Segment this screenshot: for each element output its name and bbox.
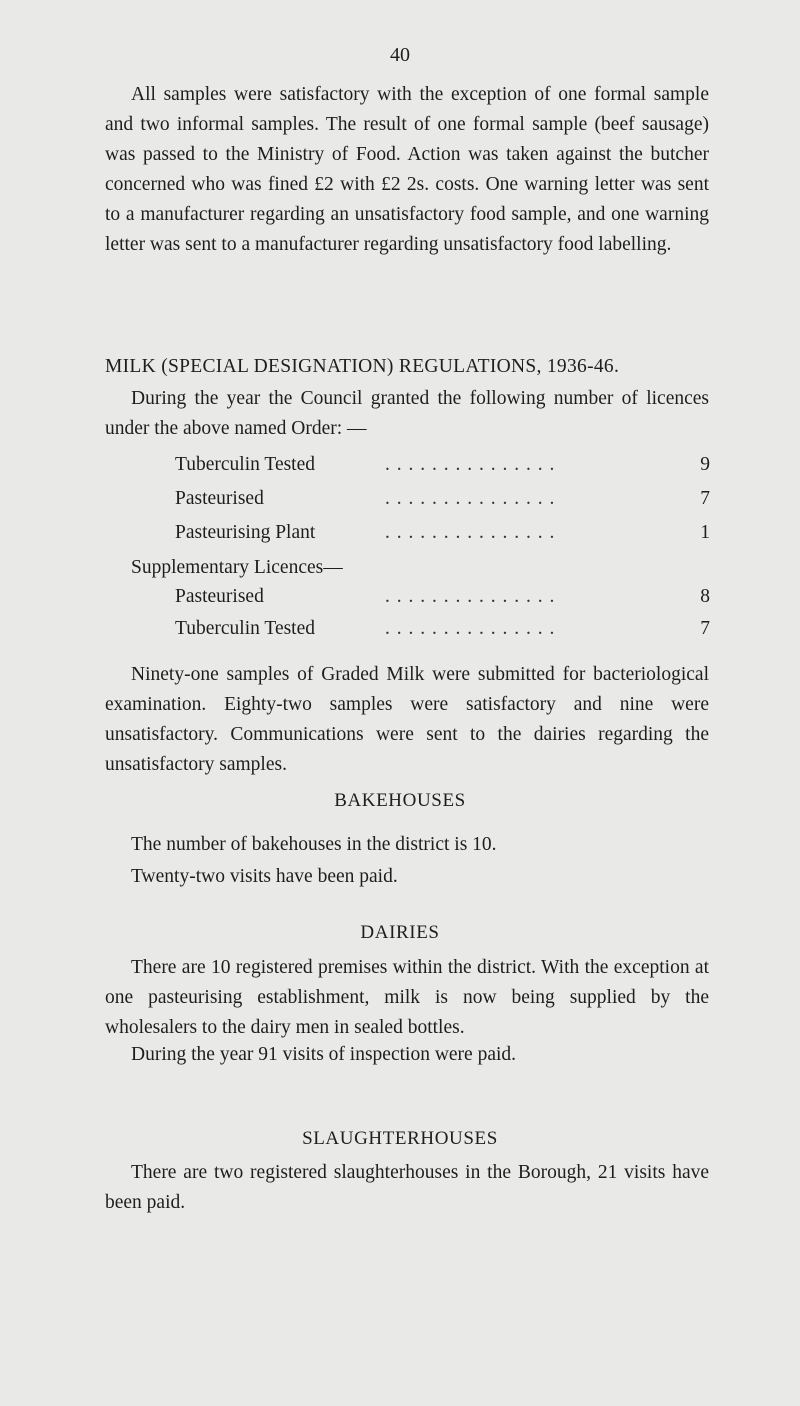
intro-paragraph: All samples were satisfactory with the exception of one formal sample and two informal samples. The result of one formal sample (beef sausage) was passed to the Ministry of Food. Action was taken against the butcher concerned who was fined £2 with £2 2s. costs. One warning letter was sent to a manufacturer regarding an unsatisfactory food sample, and one warning letter was sent to a manufacturer regarding unsatisfactory food labelling. xyxy=(105,84,709,255)
graded-milk-paragraph: Ninety-one samples of Graded Milk were submitted for bacteriological examination. Eighty-two samples were satisfactory and nine were unsatisfactory. Communications were sent to the dairies regarding the unsatisfactory samples. xyxy=(105,664,709,775)
supplementary-licence-row xyxy=(0,582,800,612)
slaughterhouses-paragraph: There are two registered slaughterhouses in the Borough, 21 visits have been paid. xyxy=(105,1162,709,1213)
licence-count: 7 xyxy=(700,488,710,509)
slaughterhouses-heading: SLAUGHTERHOUSES xyxy=(302,1128,498,1149)
leader-dots: . . . . . . . . . . . . . . . xyxy=(385,454,556,475)
supplementary-licence-row xyxy=(0,614,800,644)
licence-count: 7 xyxy=(700,618,710,639)
leader-dots: . . . . . . . . . . . . . . . xyxy=(385,586,556,607)
licence-row xyxy=(0,450,800,480)
bakehouses-count-line: The number of bakehouses in the district is 10. xyxy=(131,834,497,855)
licence-label: Pasteurised xyxy=(175,488,264,509)
licence-label: Pasteurised xyxy=(175,586,264,607)
supplementary-licences-heading: Supplementary Licences— xyxy=(131,557,343,578)
page-number: 40 xyxy=(390,44,410,66)
leader-dots: . . . . . . . . . . . . . . . xyxy=(385,618,556,639)
milk-regulations-heading: MILK (SPECIAL DESIGNATION) REGULATIONS, 1936-46. xyxy=(105,356,620,377)
licence-row xyxy=(0,518,800,548)
milk-licences-intro: During the year the Council granted the following number of licences under the above named Order: — xyxy=(105,388,709,439)
dairies-heading: DAIRIES xyxy=(360,922,440,943)
licence-row xyxy=(0,484,800,514)
licence-label: Tuberculin Tested xyxy=(175,454,316,475)
licence-count: 8 xyxy=(700,586,710,607)
dairies-premises-paragraph: There are 10 registered premises within the district. With the exception at one pasteurising establishment, milk is now being supplied by the wholesalers to the dairy men in sealed bottles. xyxy=(105,957,709,1038)
licence-label: Pasteurising Plant xyxy=(175,522,316,543)
leader-dots: . . . . . . . . . . . . . . . xyxy=(385,488,556,509)
bakehouses-visits-line: Twenty-two visits have been paid. xyxy=(131,866,398,887)
licence-label: Tuberculin Tested xyxy=(175,618,316,639)
licence-count: 9 xyxy=(700,454,710,475)
dairies-inspections-line: During the year 91 visits of inspection were paid. xyxy=(131,1044,517,1065)
bakehouses-heading: BAKEHOUSES xyxy=(334,790,466,811)
leader-dots: . . . . . . . . . . . . . . . xyxy=(385,522,556,543)
licence-count: 1 xyxy=(700,522,710,543)
